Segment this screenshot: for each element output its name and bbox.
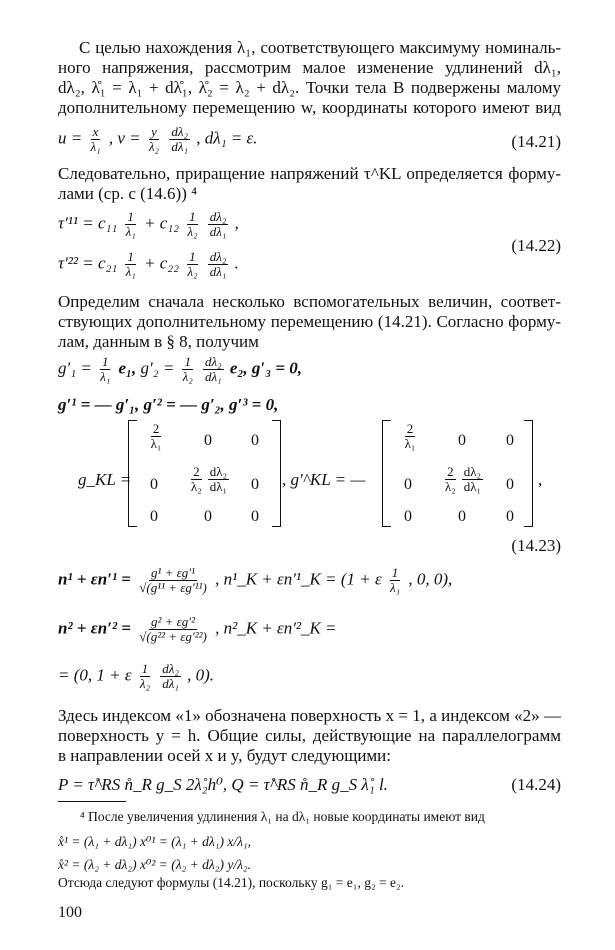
matrix-cell: 0 <box>204 508 212 525</box>
matrix-cell: 0 <box>251 476 259 493</box>
equation-number: (14.22) <box>511 236 561 255</box>
matrix-cell: 0 <box>251 508 259 525</box>
equation-14-22-row1: τ′¹¹ = c₁₁ $\frac{1}{\text{λ₁}}$ + c₁₂ $\frac{1}{\text{λ₂}}$ $\frac{\text{dλ₂}}{\text{dλ₁}}$ , <box>58 209 239 239</box>
text-line: Определим сначала несколько вспомогательных величин, соответ- <box>58 292 561 311</box>
equation-number: (14.24) <box>511 775 561 794</box>
footnote-line: x̊² = (λ₂ + dλ₂) x⁰² = (λ₂ + dλ₂) y/λ₂. <box>58 857 251 872</box>
matrix-cell: 0 <box>506 432 514 449</box>
text-line: ного напряжения, рассмотрим малое изменение удлинений dλ₁, <box>58 58 561 77</box>
text-line: лами (ср. с (14.6)) ⁴ <box>58 184 198 203</box>
matrix-cell: 0 <box>251 432 259 449</box>
matrix-bracket-right <box>272 420 281 527</box>
matrix-bracket-left <box>382 420 391 527</box>
matrix-bracket-right <box>524 420 533 527</box>
matrix-cell: 0 <box>150 508 158 525</box>
equation-g-prime: g′₁ = $\frac{1}{\text{λ₁}}$ e₁, g′₂ = $\frac{1}{\text{λ₂}}$ $\frac{\text{dλ₂}}{\text{dλ₁}}$ e₂, g′₃ = 0, <box>58 354 303 384</box>
equation-n2: n² + εn′² = $\frac{\text{g² + εg′²}}{\text{√(g²² + εg′²²)}}$ , n²_K + εn′²_K = <box>58 614 337 644</box>
matrix-tail: , <box>538 470 543 489</box>
text-line: лам, данным в § 8, получим <box>58 332 259 351</box>
text-line: в направлении осей x и y, будут следующими: <box>58 746 392 765</box>
matrix-cell: 0 <box>458 432 466 449</box>
matrix-cell: 0 <box>404 508 412 525</box>
equation-14-22-row2: τ′²² = c₂₁ $\frac{1}{\text{λ₁}}$ + c₂₂ $\frac{1}{\text{λ₂}}$ $\frac{\text{dλ₂}}{\text{dλ₁}}$ . <box>58 249 239 279</box>
equation-14-21: u = $\frac{x}{\text{λ₁}}$ , v = $\frac{y}{\text{λ₂}}$ $\frac{\text{dλ₂}}{\text{dλ₁}}$ , dλ₁ = ε. <box>58 124 258 154</box>
text-line: ствующих дополнительному перемещению (14.21). Согласно форму- <box>58 312 561 331</box>
matrix-cell: 0 <box>204 432 212 449</box>
text-line: Здесь индексом «1» обозначена поверхность x = 1, а индексом «2» — <box>58 706 561 725</box>
matrix-cell: $\frac{2}{\text{λ₁}}$ <box>404 421 416 451</box>
footnote-line: ⁴ После увеличения удлинения λ₁ на dλ₁ новые координаты имеют вид <box>80 809 485 824</box>
page-number: 100 <box>58 904 82 921</box>
text-line: дополнительному перемещению w, координаты которого имеют вид <box>58 98 561 117</box>
footnote-line: Отсюда следуют формулы (14.21), поскольку g₁ = e₁, g₂ = e₂. <box>58 875 405 890</box>
equation-number: (14.23) <box>511 536 561 555</box>
text-line: Следовательно, приращение напряжений τ^KL определяется форму- <box>58 164 561 183</box>
matrix-cell: 0 <box>506 508 514 525</box>
text-line: dλ₂, λ̊₁ = λ₁ + dλ̊₁, λ̊₂ = λ₂ + dλ₂. Точки тела B подвержены малому <box>58 78 561 97</box>
text-line: поверхность y = h. Общие силы, действующие на параллелограмм <box>58 726 561 745</box>
gpkl-label: , g′^KL = — <box>282 470 366 489</box>
equation-g-upper: g′¹ = — g′₁, g′² = — g′₂, g′³ = 0, <box>58 395 279 414</box>
equation-n3: = (0, 1 + ε $\frac{1}{\text{λ₂}}$ $\frac{\text{dλ₂}}{\text{dλ₁}}$ , 0). <box>58 661 215 691</box>
gkl-label: g_KL = <box>78 470 132 489</box>
matrix-cell: 0 <box>150 476 158 493</box>
matrix-cell: $\frac{2}{\text{λ₂}}$ $\frac{\text{dλ₂}}{\text{dλ₁}}$ <box>444 464 482 494</box>
matrix-cell: 0 <box>506 476 514 493</box>
matrix-bracket-left <box>128 420 137 527</box>
text-line: С целью нахождения λ₁, соответствующего максимуму номиналь- <box>79 38 561 57</box>
matrix-cell: 0 <box>404 476 412 493</box>
footnote-line: x̊¹ = (λ₁ + dλ₁) x⁰¹ = (λ₁ + dλ₁) x/λ₁, <box>58 834 251 849</box>
matrix-cell: 0 <box>458 508 466 525</box>
equation-n1: n¹ + εn′¹ = $\frac{\text{g¹ + εg′¹}}{\text{√(g¹¹ + εg′¹¹)}}$ , n¹_K + εn′¹_K = (1 + ε $\frac{1}{\text{λ₁}}$ , 0, 0), <box>58 565 453 595</box>
matrix-cell: $\frac{2}{\text{λ₁}}$ <box>150 421 162 451</box>
equation-number: (14.21) <box>511 132 561 151</box>
footnote-rule <box>58 801 126 802</box>
matrix-cell: $\frac{2}{\text{λ₂}}$ $\frac{\text{dλ₂}}{\text{dλ₁}}$ <box>190 464 228 494</box>
equation-14-24: P = τ̊^RS n̊_R g_S 2λ̊₂h⁰, Q = τ̊^RS n̊_R g_S λ̊₁ l. <box>58 775 388 794</box>
